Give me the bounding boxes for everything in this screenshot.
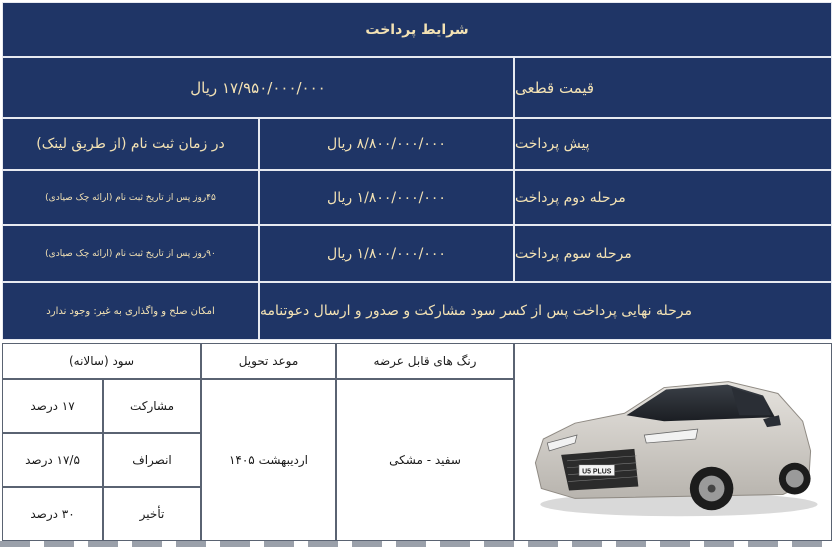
colors-header: رنگ های قابل عرضه	[336, 343, 514, 379]
second-payment-timing: ۴۵روز پس از تاریخ ثبت نام (ارائه چک صیادی)	[2, 170, 259, 225]
second-payment-label: مرحله دوم پرداخت	[514, 170, 832, 225]
second-payment-amount: ۱/۸۰۰/۰۰۰/۰۰۰ ریال	[259, 170, 514, 225]
down-payment-timing: در زمان ثبت نام (از طریق لینک)	[2, 118, 259, 170]
delivery-header: موعد تحویل	[201, 343, 336, 379]
profit-label-cancellation: انصراف	[103, 433, 201, 487]
profit-label-delay: تأخیر	[103, 487, 201, 541]
page-title: شرایط پرداخت	[2, 2, 832, 57]
transfer-note: امکان صلح و واگذاری به غیر: وجود ندارد	[2, 282, 259, 340]
bottom-border	[0, 541, 834, 547]
plate-text: U5 PLUS	[582, 468, 612, 476]
final-stage-text: مرحله نهایی پرداخت پس از کسر سود مشارکت و صدور و ارسال دعوتنامه	[259, 282, 832, 340]
car-image	[514, 343, 832, 541]
third-payment-timing: ۹۰روز پس از تاریخ ثبت نام (ارائه چک صیادی)	[2, 225, 259, 282]
final-price-value: ۱۷/۹۵۰/۰۰۰/۰۰۰ ریال	[2, 57, 514, 118]
profit-label-participation: مشارکت	[103, 379, 201, 433]
profit-value-cancellation: ۱۷/۵ درصد	[2, 433, 103, 487]
third-payment-label: مرحله سوم پرداخت	[514, 225, 832, 282]
profit-value-participation: ۱۷ درصد	[2, 379, 103, 433]
down-payment-amount: ۸/۸۰۰/۰۰۰/۰۰۰ ریال	[259, 118, 514, 170]
profit-value-delay: ۳۰ درصد	[2, 487, 103, 541]
colors-value: سفید - مشکی	[336, 379, 514, 541]
down-payment-label: پیش پرداخت	[514, 118, 832, 170]
delivery-value: اردیبهشت ۱۴۰۵	[201, 379, 336, 541]
third-payment-amount: ۱/۸۰۰/۰۰۰/۰۰۰ ریال	[259, 225, 514, 282]
car-icon	[515, 344, 831, 540]
profit-header: سود (سالانه)	[2, 343, 201, 379]
final-price-label: قیمت قطعی	[514, 57, 832, 118]
